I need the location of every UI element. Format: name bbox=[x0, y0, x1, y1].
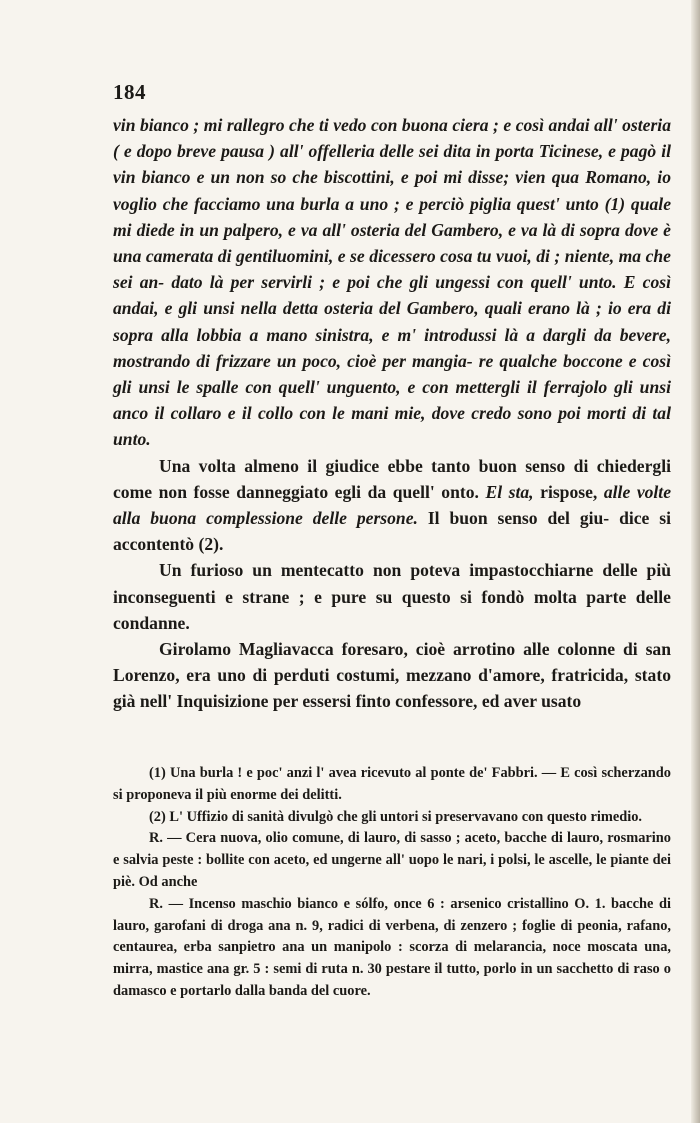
paragraph-3 bbox=[113, 557, 671, 636]
footnote-recipe-1: R. — Cera nuova, olio comune, di lauro, di sasso ; aceto, bacche di lauro, rosmarino e salvia peste : bollite con aceto, ed ungerne all' uopo le nari, i polsi, le ascelle, le piante dei piè. Od anche bbox=[113, 830, 671, 890]
line: andai, e gli unsi nella detta osteria del Gambero, quali erano là ; bbox=[113, 298, 602, 319]
footnote-recipe-2: R. — Incenso maschio bianco e sólfo, once 6 : arsenico cristallino O. 1. bacche di lauro, garofani di droga ana n. 9, radici di verbena, di zenzero ; foglie di peonia, rafano, centaurea, erba sanpietro ana un manipolo : scorza di melarancia, noce moscata una, mirra, mastice ana gr. 5 : semi di ruta n. 30 pestare il tutto, porlo in un sacchetto di raso o damasco e portarlo dalla banda del cuore. bbox=[113, 895, 671, 999]
quote-segment: volte alla buona complessione delle persone. bbox=[113, 481, 672, 529]
line: con mettergli il ferrajolo gli unsi anco il collaro e il collo con le bbox=[113, 377, 671, 424]
line: Ticinese, e pagò il vin bianco e un non so che biscottini, e poi mi bbox=[113, 141, 672, 188]
line: vin bianco ; mi rallegro che ti vedo con buona ciera ; e così andai bbox=[113, 115, 590, 135]
paragraph-4 bbox=[113, 636, 671, 715]
line: e perciò piglia quest' unto (1) quale mi diede in un palpero, e va bbox=[113, 193, 672, 240]
line: dato là per servirli ; e poi che gli ungessi con quell' unto. E così bbox=[171, 272, 671, 293]
line: mani mie, dove credo sono poi morti di tal unto. bbox=[113, 403, 671, 450]
line: stato già nell' Inquisizione per essersi finto confessore, ed aver usato bbox=[113, 665, 671, 712]
body-text bbox=[113, 112, 671, 715]
line-segment: rispose, bbox=[540, 481, 598, 502]
quote-segment: alle bbox=[603, 481, 631, 502]
footnotes bbox=[113, 763, 671, 1003]
line: all' osteria del Gambero, e va là di sopra dove è una camerata di bbox=[113, 219, 671, 267]
footnote-2: (2) L' Uffizio di sanità divulgò che gli untori si preservavano con questo rimedio. bbox=[149, 808, 643, 825]
line: re qualche boccone e così gli unsi le spalle con quell' unguento, e bbox=[113, 350, 672, 398]
line: gentiluomini, e se dicessero cosa tu vuoi, di ; niente, ma che sei an- bbox=[113, 246, 671, 293]
line: io era di sopra alla lobbia a mano sinistra, e m' introdussi là a bbox=[113, 298, 671, 345]
line-segment: Il buon senso del giu- bbox=[427, 508, 610, 529]
page-edge bbox=[691, 0, 700, 1123]
line: condanne. bbox=[113, 612, 190, 633]
line: Un furioso un mentecatto non poteva impastocchiarne delle più bbox=[159, 560, 671, 581]
footnote-1: (1) Una burla ! e poc' anzi l' avea ricevuto al ponte de' Fabbri. — E così scherzando si proponeva il più enorme dei delitti. bbox=[113, 765, 671, 803]
line: dice si accontentò (2). bbox=[113, 508, 671, 555]
line: disse; vien qua Romano, io voglio che facciamo una burla a uno ; bbox=[113, 167, 671, 214]
line: Lorenzo, era uno di perduti costumi, mezzano d'amore, fratricida, bbox=[113, 665, 629, 686]
quote-segment: El sta, bbox=[485, 481, 534, 502]
line: Una volta almeno il giudice ebbe tanto buon senso di chiedergli bbox=[159, 455, 671, 476]
line: dargli da bevere, mostrando di frizzare un poco, cioè per mangia- bbox=[113, 324, 671, 371]
line-segment: come non fosse danneggiato egli da quell' onto. bbox=[113, 481, 479, 502]
line: inconseguenti e strane ; e pure su questo si fondò molta parte delle bbox=[113, 586, 671, 607]
page-number: 184 bbox=[113, 80, 146, 104]
line: all' osteria ( e dopo breve pausa ) all' offelleria delle sei dita in porta bbox=[113, 115, 671, 162]
paragraph-2 bbox=[113, 453, 671, 558]
paragraph-1 bbox=[113, 112, 671, 453]
line: Girolamo Magliavacca foresaro, cioè arrotino alle colonne di san bbox=[159, 639, 671, 660]
